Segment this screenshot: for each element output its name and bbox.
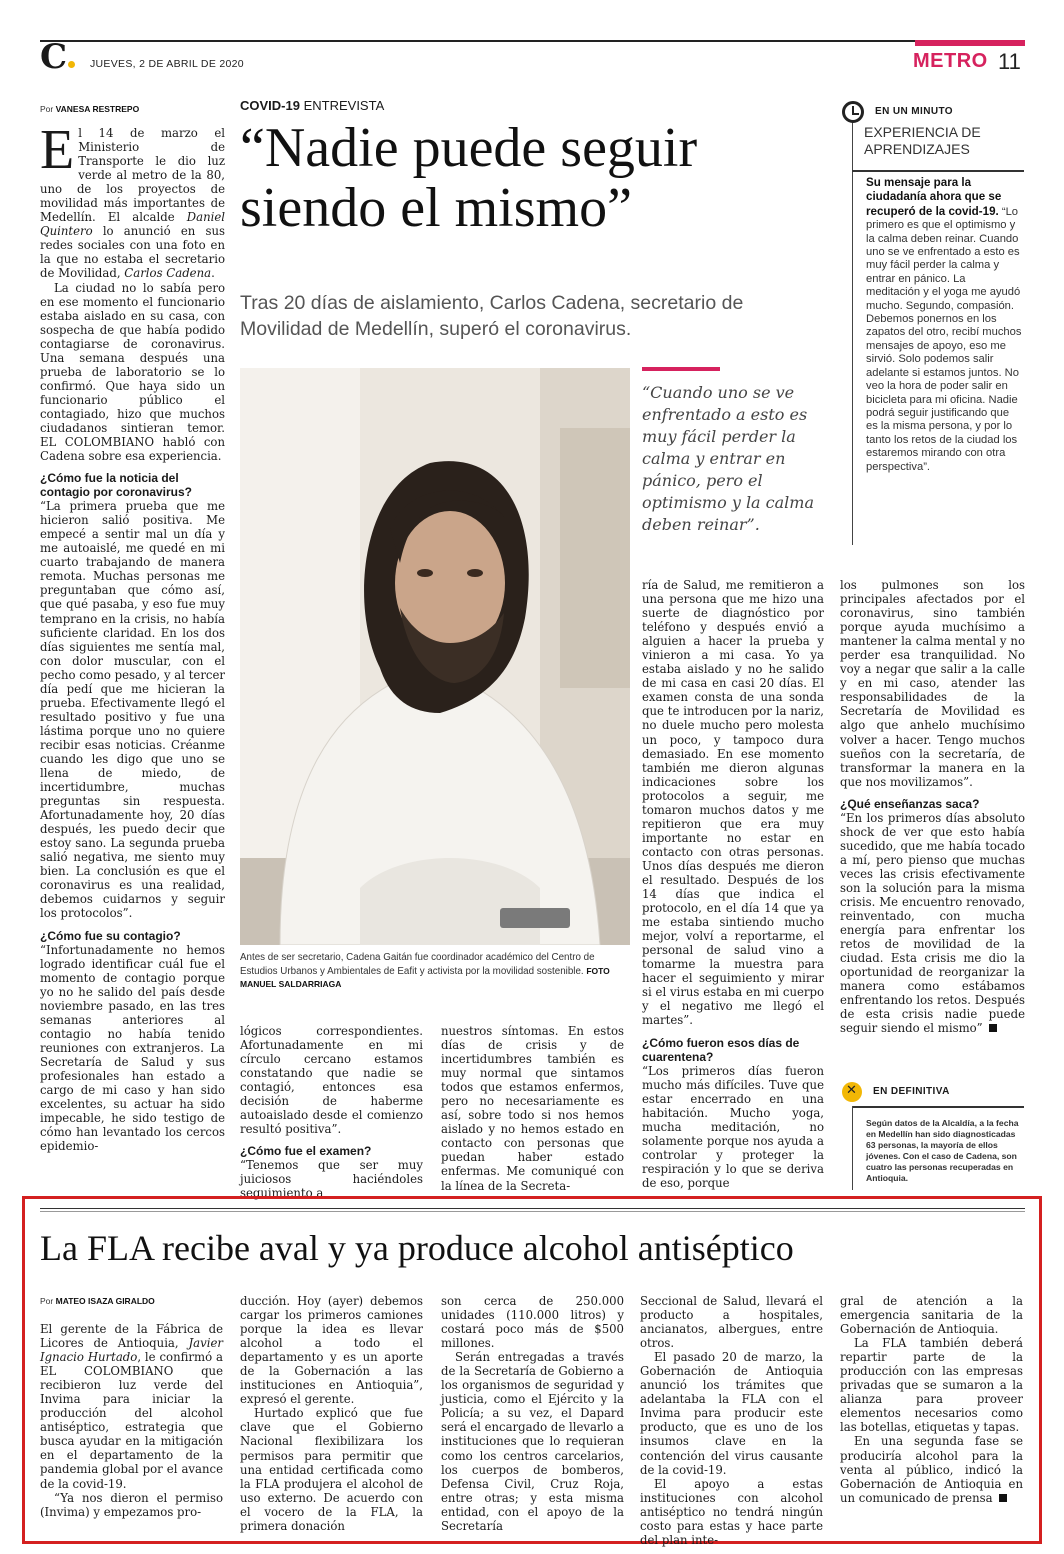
paragraph: Hurtado explicó que fue clave que el Gobierno Nacional flexibilizara los permisos para permitir que una entidad certificada como la FLA produjera el alcohol de uso externo. De acuerdo con el vocero de la FLA, la primera donación: [240, 1406, 423, 1533]
issue-date: JUEVES, 2 DE ABRIL DE 2020: [90, 58, 244, 70]
answer: “En los primeros días absoluto shock de ver que esto había sucedido, que me había tocado a mí, pero pienso que muchas veces las crisis efectivamente son la solución para la misma crisis. Me encuentro renovado, reinventado, con mucha energía para enfrentar los retos de movilidad de la ciudad. Esta crisis me dio la oportunidad de reorganizar la manera como estábamos enfrentando los retos. Después de esta crisis nadie puede seguir siendo el mismo”: [840, 810, 1025, 1036]
answer: los pulmones son los principales afectados por el coronavirus, sino también porque ayuda muchísimo a mantener la calma mental y no perder esa tranquilidad. No voy a negar que salir a la calle y en mi caso, atender las responsabilidades de la Secretaría de Movilidad es algo que anhelo muchísimo volver a hacer. Tengo muchos sueños con la secretaría, de transformar la manera en la que nos movilizamos”.: [840, 578, 1025, 789]
photo-caption: Antes de ser secretario, Cadena Gaitán fue coordinador académico del Centro de Estudios Urbanos y Ambientales de Eafit y activista por la movilidad sostenible. FOTO MANUEL SALDARRIAGA: [240, 952, 610, 989]
end-mark-icon: [989, 1024, 997, 1032]
newspaper-logo: C: [40, 40, 75, 74]
question: ¿Cómo fue la noticia del contagio por coronavirus?: [40, 471, 193, 500]
paragraph: El pasado 20 de marzo, la Gobernación de Antioquia anunció los trámites que adelantaba la FLA con el Invima para producir este producto, que es uno de los insumos clave en la contención del virus causante de la covid-19.: [640, 1350, 823, 1477]
section-accent-bar: [915, 40, 1025, 46]
paragraph: En una segunda fase se produciría alcohol para la venta al público, indicó la Gobernación de Antioquia en un comunicado de prensa: [840, 1434, 1023, 1505]
sidebar-title-rule: [852, 170, 1024, 172]
question: ¿Cómo fueron esos días de cuarentena?: [642, 1035, 800, 1064]
answer: ría de Salud, me remitieron a una persona que me hizo una suerte de diagnóstico por teléfono y después envió a alguien a hacer la prueba y vinieron a mi casa. Yo ya estaba aislado y no he salido de mi casa en casi 20 días. El examen consta de una sonda que te introducen por la nariz, no duele mucho pero molesta un poco, y tampoco dura demasiado. En ese momento también me dieron algunas indicaciones sobre los protocolos a seguir, me tomaron muchos datos y me repitieron que era muy importante no estar en contacto con otras personas. Unos días después me dieron el resultado. Después de los 14 días que indica el protocolo, en el día 14 que ya me estaba sintiendo mucho mejor, volví a reportarme, el personal de salud vino a tomarme la muestra para hacer el seguimiento y mirar si el virus estaba en mi cuerpo y el negativo me llegó el martes”.: [642, 578, 824, 1028]
portrait-photo: [240, 368, 630, 945]
story-column-3: [441, 1024, 624, 1193]
answer: nuestros síntomas. En estos días de crisis y de incertidumbres también es muy normal que sintamos todos que estamos enfermos, pero no necesariamente es así, sobre todo si nos hemos aislado y no hemos estado en contacto con personas que puedan haber estado enfermas. Me comuniqué con la línea de la Secreta-: [441, 1024, 624, 1193]
story-kicker: COVID-19 ENTREVISTA: [240, 98, 385, 113]
answer: “Infortunadamente no hemos logrado identificar cuál fue el momento de contagio porque yo no he salido del país desde noviembre pasado, en las tres semanas anteriores al contagio no había tenido reuniones con extranjeros. La Secretaría de Salud y sus profesionales han estado a cargo de mi caso y han sido excelentes, su actuar ha sido impecable, he sido testigo de cómo han levantado los cercos epidemio-: [40, 942, 225, 1154]
answer: lógicos correspondientes. Afortunadamente en mi círculo cercano estamos constatando que nadie se contagió, entonces esa decisión de haberme autoaislado desde el comienzo resultó positiva”.: [240, 1024, 423, 1137]
paragraph: Serán entregadas a través de la Secretaría de Gobierno a los organismos de seguridad y justicia, como el Ejército y la Policía; a su vez, el Dapard será el encargado de llevarlo a instituciones que lo requieran como los centros carcelarios, los cuerpos de bomberos, Defensa Civil, Cruz Roja, entre otras; y esta misma entidad, con el apoyo de la Secretaría: [441, 1350, 624, 1533]
story2-byline: Por MATEO ISAZA GIRALDO: [40, 1296, 155, 1306]
sidebar-body: Su mensaje para la ciudadanía ahora que se recuperó de la covid-19. “Lo primero es que el optimismo y la calma deben reinar. Cuando uno se ve enfrentado a esto es muy fácil perder la calma y entrar en pánico. La meditación y el yoga me ayudó mucho. Segundo, compasión. Debemos ponernos en los zapatos del otro, recibí muchos mensajes de apoyo, eso me sirvió. Solo podemos salir adelante si estamos juntos. No veo la hora de poder salir en bicicleta para mi oficina. Nadie podrá seguir justificando que es la misma persona, y por lo tanto los retos de la ciudad los estaremos mirando con otra perspectiva”.: [866, 176, 1022, 473]
header-rule: [40, 40, 1025, 42]
paragraph: “Ya nos dieron el permiso (Invima) y empezamos pro-: [40, 1490, 223, 1519]
question: ¿Qué enseñanzas saca?: [840, 796, 980, 811]
story2-column-4: [640, 1294, 823, 1547]
story-column-5: [840, 578, 1025, 1035]
paragraph: ducción. Hoy (ayer) debemos cargar los primeros camiones porque la idea es llevar alcohol a todo el departamento y es un aporte de la Gobernación a las instituciones en Antioquia”, expresó el gerente.: [240, 1294, 423, 1407]
logo-dot-icon: [68, 61, 75, 68]
end-mark-icon: [999, 1494, 1007, 1502]
paragraph: La FLA también deberá repartir parte de la producción con las empresas privadas que se sumaron a la alianza para proveer elementos necesarios como las botellas, etiquetas y tapas.: [840, 1336, 1023, 1435]
sidebar-kicker: EN UN MINUTO: [875, 106, 953, 117]
story2-column-1: El gerente de la Fábrica de Licores de Antioquia, Javier Ignacio Hurtado, le confirmó a EL COLOMBIANO que recibieron luz verde del Invima para iniciar la producción del alcohol antiséptico, estrategia que busca ayudar en la mitigación en el departamento de la pandemia global por el avance de la covid-19. “Ya nos dieron el permiso (Invima) y empezamos pro-: [40, 1322, 223, 1519]
definitiva-kicker: EN DEFINITIVA: [873, 1086, 950, 1097]
pull-quote: “Cuando uno se ve enfrentado a esto es muy fácil perder la calma y entrar en pánico, pero el optimismo y la calma deben reinar”.: [642, 383, 815, 534]
story-column-1: El 14 de marzo el Ministerio de Transporte le dio luz verde al metro de la 80, uno de los proyectos de movilidad más importantes de Medellín. El alcalde Daniel Quintero lo anunció en sus redes sociales con una foto en la que no estaba el secretario de Movilidad, Carlos Cadena. La ciudad no lo sabía pero en ese momento el funcionario estaba aislado en su casa, con sospecha de que había podido contagiarse de coronavirus. Una semana después una prueba de laboratorio se lo confirmó. Que haya sido un funcionario público el contagiado, hizo que muchos ciudadanos sintieran temor. EL COLOMBIANO habló con Cadena sobre esa experiencia. ¿Cómo fue la noticia del contagio por coronavirus? “La primera prueba que me hicieron salió positiva. Me empecé a sentir mal un día y me autoaislé, me quedé en mi cuarto trabajando de manera remota. Muchas personas me preguntaban que cómo así, que qué pasaba, y eso fue muy temprano en la crisis, no había suficiente claridad. En los dos días siguientes me sentía mal, con dolor muscular, con el pecho como pesado, y al tercer día pedí que me hicieran la prueba. Efectivamente llegó el resultado positivo y fue una lástima porque uno no quiere recibir esas noticias. Créanme cuando les digo que uno se llena de miedo, de incertidumbre, muchas preguntas sin respuesta. Afortunadamente hoy, 20 días después, les puedo decir que estoy sano. La segunda prueba salió negativa, me siento muy bien. La conclusión es que el coronavirus es una realidad, debemos cuidarnos y seguir los protocolos”. ¿Cómo fue su contagio? “Infortunadamente no hemos logrado identificar cuál fue el momento de contagio porque yo no he salido del país desde noviembre pasado, en las tres semanas anteriores al contagio no había tenido reuniones con extranjeros. La Secretaría de Salud y sus profesionales han estado a cargo de mi caso y han sido excelentes, su actuar ha sido impecable, he sido testigo de cómo han levantado los cercos epidemio-: [40, 119, 225, 1154]
paragraph: son cerca de 250.000 unidades (110.000 litros) y costará poco más de $500 millones.: [441, 1294, 624, 1351]
byline: Por VANESA RESTREPO: [40, 104, 140, 114]
story2-headline: La FLA recibe aval y ya produce alcohol antiséptico: [40, 1228, 794, 1268]
paragraph: gral de atención a la emergencia sanitaria de la Gobernación de Antioquia.: [840, 1294, 1023, 1337]
sidebar-rule: [852, 120, 853, 545]
tools-icon: [842, 1082, 862, 1102]
sidebar-title: EXPERIENCIA DE APRENDIZAJES: [864, 124, 981, 157]
paragraph: La ciudad no lo sabía pero en ese momento el funcionario estaba aislado en su casa, con sospecha de que había podido contagiarse de coronavirus. Una semana después una prueba de laboratorio se lo confirmó. Que haya sido un funcionario público el contagiado, hizo que muchos ciudadanos sintieran temor. EL COLOMBIANO habló con Cadena sobre esa experiencia.: [40, 280, 225, 464]
clock-icon: [842, 101, 864, 123]
drop-cap: E: [40, 119, 75, 181]
paragraph: El apoyo a estas instituciones con alcohol antiséptico no tendrá ningún costo para estas y hace parte del plan inte-: [640, 1476, 823, 1547]
story-column-4: [642, 578, 824, 1190]
answer: “Los primeros días fueron mucho más difíciles. Tuve que estar encerrado en una habitación. Mucho yoga, mucha meditación, no solamente porque nos ayuda a controlar y proteger la respiración y lo que se deriva de eso, porque: [642, 1063, 824, 1190]
story2-column-2: [240, 1294, 423, 1533]
story-dek: Tras 20 días de aislamiento, Carlos Cadena, secretario de Movilidad de Medellín, superó el coronavirus.: [240, 292, 744, 340]
section-name: METRO: [913, 50, 988, 72]
page-number: 11: [998, 49, 1021, 74]
story2-column-3: [441, 1294, 624, 1533]
story2-column-5: [840, 1294, 1023, 1505]
story-headline: “Nadie puede seguir siendo el mismo”: [240, 117, 698, 239]
definitiva-side-rule: [852, 1106, 853, 1190]
definitiva-body: Según datos de la Alcaldía, a la fecha en Medellín han sido diagnosticadas 63 personas, la mayoría de ellos jóvenes. Con el caso de Cadena, son cuatro las personas recuperadas en Antioquia.: [866, 1118, 1019, 1183]
pullquote-accent-bar: [642, 367, 720, 371]
question: ¿Cómo fue su contagio?: [40, 928, 181, 943]
answer: “Tenemos que ser muy juiciosos haciéndoles seguimiento a: [240, 1158, 423, 1201]
paragraph: Seccional de Salud, llevará el producto a hospitales, ancianatos, albergues, entre otros.: [640, 1294, 823, 1351]
definitiva-rule: [852, 1106, 1024, 1108]
answer: “La primera prueba que me hicieron salió positiva. Me empecé a sentir mal un día y me autoaislé, me quedé en mi cuarto trabajando de manera remota. Muchas personas me preguntaban que cómo así, que qué pasaba, y eso fue muy temprano en la crisis, no había suficiente claridad. En los dos días siguientes me sentía mal, con dolor muscular, con el pecho como pesado, y al tercer día pedí que me hicieran la prueba. Efectivamente llegó el resultado positivo y fue una lástima porque uno no quiere recibir esas noticias. Créanme cuando les digo que uno se llena de miedo, de incertidumbre, muchas preguntas sin respuesta. Afortunadamente hoy, 20 días después, les puedo decir que estoy sano. La segunda prueba salió negativa, me siento muy bien. La conclusión es que el coronavirus es una realidad, debemos cuidarnos y seguir los protocolos”.: [40, 499, 225, 921]
story-column-2: [240, 1024, 423, 1201]
question: ¿Cómo fue el examen?: [240, 1144, 372, 1159]
